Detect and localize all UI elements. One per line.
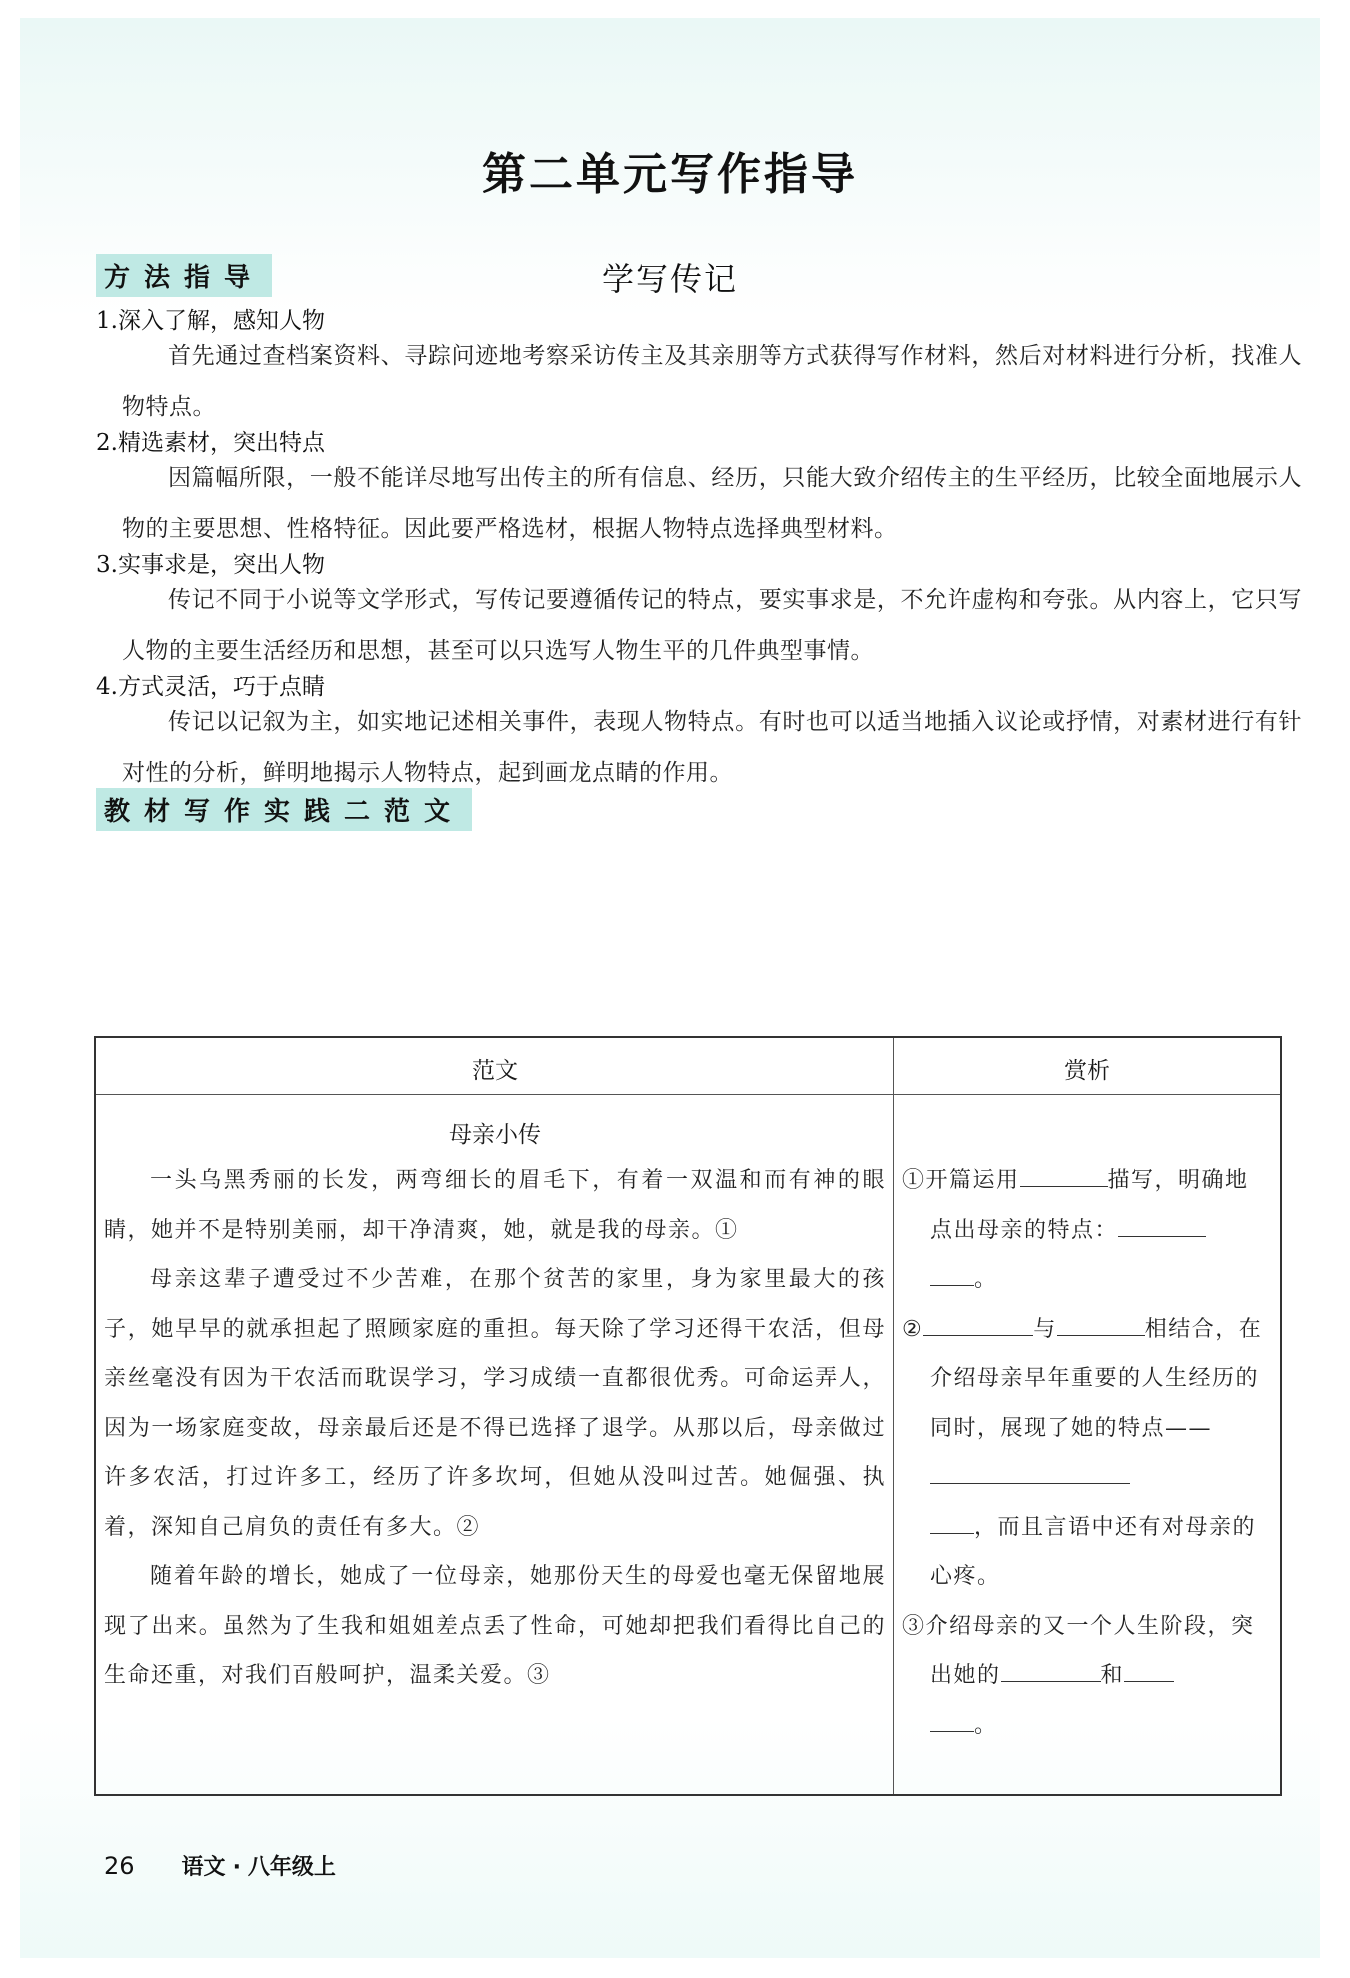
essay-paragraph: 一头乌黑秀丽的长发，两弯细长的眉毛下，有着一双温和而有神的眼睛，她并不是特别美丽，却干净清爽，她，就是我的母亲。① bbox=[104, 1168, 886, 1243]
analysis-note-1: ①开篇运用 描写，明确地点出母亲的特点： 。 bbox=[902, 1156, 1272, 1305]
answer-blank[interactable] bbox=[930, 1707, 974, 1732]
method-item-text: 传记以记叙为主，如实地记述相关事件，表现人物特点。有时也可以适当地插入议论或抒情，对素材进行有针对性的分析，鲜明地揭示人物特点，起到画龙点睛的作用。 bbox=[122, 709, 1302, 786]
essay-paragraph: 随着年龄的增长，她成了一位母亲，她那份天生的母爱也毫无保留地展现了出来。虽然为了生我和姐姐差点丢了性命，可她却把我们看得比自己的生命还重，对我们百般呵护，温柔关爱。③ bbox=[104, 1564, 886, 1688]
method-item-title: 精选素材，突出特点 bbox=[117, 430, 325, 456]
method-item-number: 3. bbox=[96, 552, 118, 578]
footer-separator: · bbox=[232, 1855, 241, 1880]
method-item-text: 首先通过查档案资料、寻踪问迹地考察采访传主及其亲朋等方式获得写作材料，然后对材料进行分析，找准人物特点。 bbox=[122, 343, 1302, 420]
answer-blank[interactable] bbox=[1124, 1657, 1174, 1682]
method-item-text: 因篇幅所限，一般不能详尽地写出传主的所有信息、经历，只能大致介绍传主的生平经历，比较全面地展示人物的主要思想、性格特征。因此要严格选材，根据人物特点选择典型材料。 bbox=[122, 465, 1302, 542]
sample-table bbox=[94, 1036, 1282, 1796]
page-footer bbox=[104, 1850, 336, 1881]
method-item-number: 1. bbox=[96, 308, 118, 334]
textbook-page bbox=[20, 18, 1320, 1958]
method-item-title: 深入了解，感知人物 bbox=[117, 308, 325, 334]
answer-blank[interactable] bbox=[923, 1311, 1033, 1336]
method-item-title: 实事求是，突出人物 bbox=[117, 552, 325, 578]
section-tag-sample: 教材写作实践二范文 bbox=[96, 788, 472, 831]
answer-blank[interactable] bbox=[930, 1261, 974, 1286]
page-title: 第二单元写作指导 bbox=[482, 149, 858, 200]
method-item-title: 方式灵活，巧于点睛 bbox=[117, 674, 325, 700]
page-number: 26 bbox=[104, 1852, 135, 1880]
answer-blank[interactable] bbox=[1001, 1657, 1101, 1682]
section-tag-method: 方法指导 bbox=[96, 254, 272, 297]
answer-blank[interactable] bbox=[1057, 1311, 1145, 1336]
column-divider bbox=[893, 1038, 894, 1794]
analysis-column bbox=[902, 1156, 1272, 1750]
answer-blank[interactable] bbox=[930, 1459, 1130, 1484]
method-item-number: 2. bbox=[96, 430, 118, 456]
answer-blank[interactable] bbox=[1118, 1212, 1206, 1237]
table-header bbox=[96, 1038, 1280, 1095]
analysis-note-2: ② 与 相结合，在介绍母亲早年重要的人生经历的同时，展现了她的特点—— ，而且言语中还有对母亲的心疼。 bbox=[902, 1305, 1272, 1602]
page-subtitle: 学写传记 bbox=[601, 260, 738, 298]
analysis-note-3: ③介绍母亲的又一个人生阶段，突出她的 和 。 bbox=[902, 1613, 1255, 1738]
column-header-analysis: 赏析 bbox=[1064, 1058, 1110, 1084]
method-item-number: 4. bbox=[96, 674, 118, 700]
answer-blank[interactable] bbox=[930, 1509, 974, 1534]
footer-subject: 语文 bbox=[181, 1855, 226, 1880]
column-header-essay: 范文 bbox=[472, 1058, 518, 1084]
essay-paragraph: 母亲这辈子遭受过不少苦难，在那个贫苦的家里，身为家里最大的孩子，她早早的就承担起了照顾家庭的重担。每天除了学习还得干农活，但母亲丝毫没有因为干农活而耽误学习，学习成绩一直都很优秀。可命运弄人，因为一场家庭变故，母亲最后还是不得已选择了退学。从那以后，母亲做过许多农活，打过许多工，经历了许多坎坷，但她从没叫过苦。她倔强、执着，深知自己肩负的责任有多大。② bbox=[104, 1267, 886, 1540]
footer-grade: 八年级上 bbox=[247, 1855, 336, 1880]
essay-body bbox=[104, 1156, 886, 1701]
essay-title: 母亲小传 bbox=[449, 1122, 541, 1148]
method-item-text: 传记不同于小说等文学形式，写传记要遵循传记的特点，要实事求是，不允许虚构和夸张。从内容上，它只写人物的主要生活经历和思想，甚至可以只选写人物生平的几件典型事情。 bbox=[122, 587, 1302, 664]
answer-blank[interactable] bbox=[1020, 1162, 1108, 1187]
